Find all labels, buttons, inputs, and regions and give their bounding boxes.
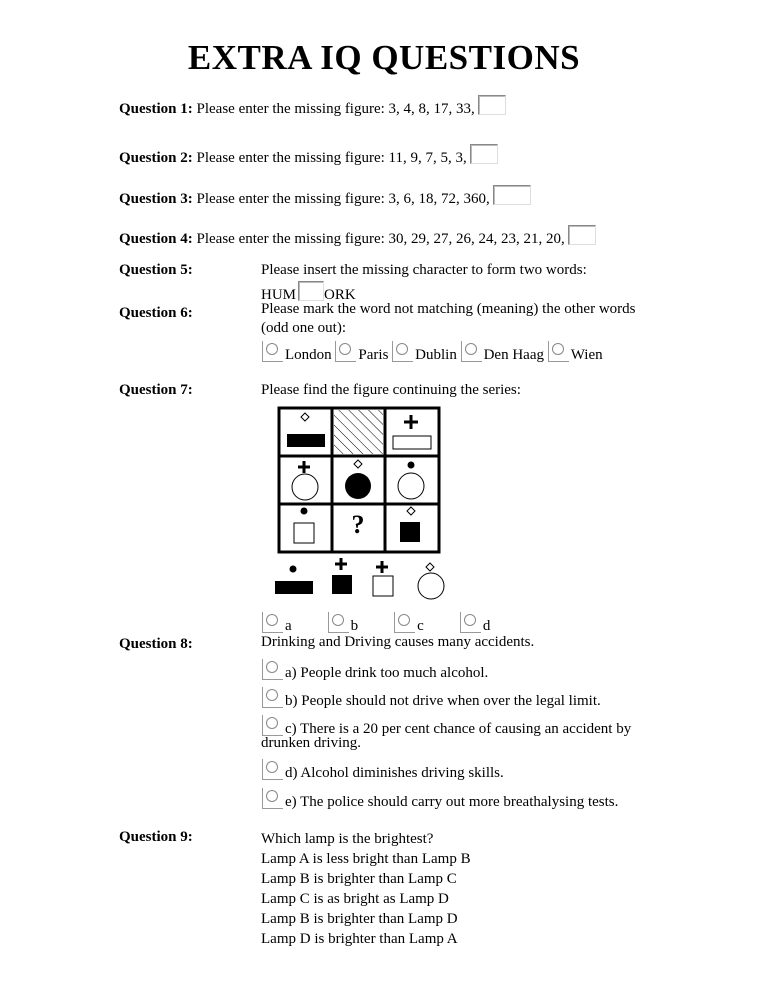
diamond-icon xyxy=(407,507,415,515)
question-1-label: Question 1: xyxy=(119,101,193,117)
option-london-radio[interactable] xyxy=(262,341,283,362)
option-b-figure xyxy=(332,575,352,594)
question-8-text: Drinking and Driving causes many accidents. xyxy=(261,634,535,650)
question-4 xyxy=(119,225,596,248)
question-5-answer-input[interactable] xyxy=(298,281,324,301)
question-9-line: Lamp B is brighter than Lamp D xyxy=(261,911,458,927)
dot-icon xyxy=(290,566,297,573)
option-wien-radio[interactable] xyxy=(548,341,569,362)
question-9-line: Lamp C is as bright as Lamp D xyxy=(261,891,449,907)
question-8-label: Question 8: xyxy=(119,636,193,652)
option-a-figure xyxy=(275,581,313,594)
option-paris-label: Paris xyxy=(358,347,389,363)
option-b-label: b xyxy=(350,618,359,634)
question-3-label: Question 3: xyxy=(119,191,193,207)
option-e-radio[interactable] xyxy=(262,788,283,809)
option-c-figure xyxy=(373,576,393,596)
question-1-answer-input[interactable] xyxy=(478,95,506,115)
question-7-options xyxy=(262,612,490,635)
question-7-text: Please find the figure continuing the series: xyxy=(261,382,521,398)
plus-icon xyxy=(376,561,388,573)
plus-icon xyxy=(335,558,347,570)
question-2-answer-input[interactable] xyxy=(470,144,498,164)
option-d-radio[interactable] xyxy=(460,612,481,633)
dot-icon xyxy=(301,508,308,515)
question-3-text: Please enter the missing figure: 3, 6, 18, 72, 360, xyxy=(196,191,490,207)
question-2 xyxy=(119,144,498,167)
diamond-icon xyxy=(426,563,434,571)
black-circle-shape xyxy=(345,473,371,499)
question-1-text: Please enter the missing figure: 3, 4, 8, 17, 33, xyxy=(196,101,475,117)
question-9-label: Question 9: xyxy=(119,829,193,845)
option-a-label: a xyxy=(285,618,292,634)
question-4-answer-input[interactable] xyxy=(568,225,596,245)
option-c-radio[interactable] xyxy=(262,715,283,736)
question-2-text: Please enter the missing figure: 11, 9, 7, 5, 3, xyxy=(196,150,467,166)
option-c-text: c) There is a 20 per cent chance of causing an accident by xyxy=(285,721,632,737)
hatched-cell xyxy=(334,410,383,454)
option-a-text: a) People drink too much alcohol. xyxy=(285,665,489,681)
question-4-text: Please enter the missing figure: 30, 29, 27, 26, 24, 23, 21, 20, xyxy=(196,231,565,247)
question-3-answer-input[interactable] xyxy=(493,185,531,205)
question-8-option-e xyxy=(262,788,618,811)
option-b-text: b) People should not drive when over the legal limit. xyxy=(285,693,601,709)
question-2-label: Question 2: xyxy=(119,150,193,166)
question-9-line: Lamp A is less bright than Lamp B xyxy=(261,851,471,867)
option-c-label: c xyxy=(417,618,424,634)
option-paris-radio[interactable] xyxy=(335,341,356,362)
question-8-option-b xyxy=(262,687,601,710)
diamond-icon xyxy=(354,460,362,468)
option-d-label: d xyxy=(482,618,491,634)
question-9-line: Lamp B is brighter than Lamp C xyxy=(261,871,457,887)
black-square-shape xyxy=(400,522,420,542)
diamond-icon xyxy=(301,413,309,421)
white-rectangle-shape xyxy=(393,436,431,449)
option-a-radio[interactable] xyxy=(262,659,283,680)
black-rectangle-shape xyxy=(287,434,325,447)
white-circle-shape xyxy=(292,474,318,500)
option-b-radio[interactable] xyxy=(262,687,283,708)
question-mark: ? xyxy=(351,510,365,539)
page-title: EXTRA IQ QUESTIONS xyxy=(187,38,581,77)
dot-icon xyxy=(408,462,415,469)
question-8-option-d xyxy=(262,759,504,782)
option-dublin-label: Dublin xyxy=(415,347,457,363)
question-5-text: Please insert the missing character to form two words: xyxy=(261,262,587,278)
plus-icon xyxy=(298,461,310,473)
option-wien-label: Wien xyxy=(570,347,603,363)
question-9-line: Lamp D is brighter than Lamp A xyxy=(261,931,458,947)
white-circle-shape xyxy=(398,473,424,499)
question-9-text xyxy=(261,829,471,949)
option-london-label: London xyxy=(285,347,332,363)
option-d-radio[interactable] xyxy=(262,759,283,780)
question-5-prefix: HUM xyxy=(261,287,297,303)
question-6-text-1: Please mark the word not matching (meaning) the other words xyxy=(261,301,636,317)
figure-series-puzzle xyxy=(275,406,445,601)
white-square-shape xyxy=(294,523,314,543)
question-3 xyxy=(119,185,531,208)
question-8-option-a xyxy=(262,659,488,682)
option-a-radio[interactable] xyxy=(262,612,283,633)
option-c-text-continued: drunken driving. xyxy=(261,735,361,751)
option-den-haag-label: Den Haag xyxy=(483,347,544,363)
question-4-label: Question 4: xyxy=(119,231,193,247)
question-5-suffix: ORK xyxy=(324,287,356,303)
option-den-haag-radio[interactable] xyxy=(461,341,482,362)
question-6-text-2: (odd one out): xyxy=(261,320,346,336)
option-dublin-radio[interactable] xyxy=(392,341,413,362)
question-5-label: Question 5: xyxy=(119,262,193,278)
option-d-figure xyxy=(418,573,444,599)
option-b-radio[interactable] xyxy=(328,612,349,633)
question-9-line: Which lamp is the brightest? xyxy=(261,831,434,847)
question-6-options xyxy=(262,341,603,364)
plus-icon xyxy=(404,415,418,429)
question-7-label: Question 7: xyxy=(119,382,193,398)
option-c-radio[interactable] xyxy=(394,612,415,633)
option-e-text: e) The police should carry out more breathalysing tests. xyxy=(285,794,619,810)
question-1 xyxy=(119,101,506,118)
question-6-label: Question 6: xyxy=(119,305,193,321)
option-d-text: d) Alcohol diminishes driving skills. xyxy=(285,765,504,781)
